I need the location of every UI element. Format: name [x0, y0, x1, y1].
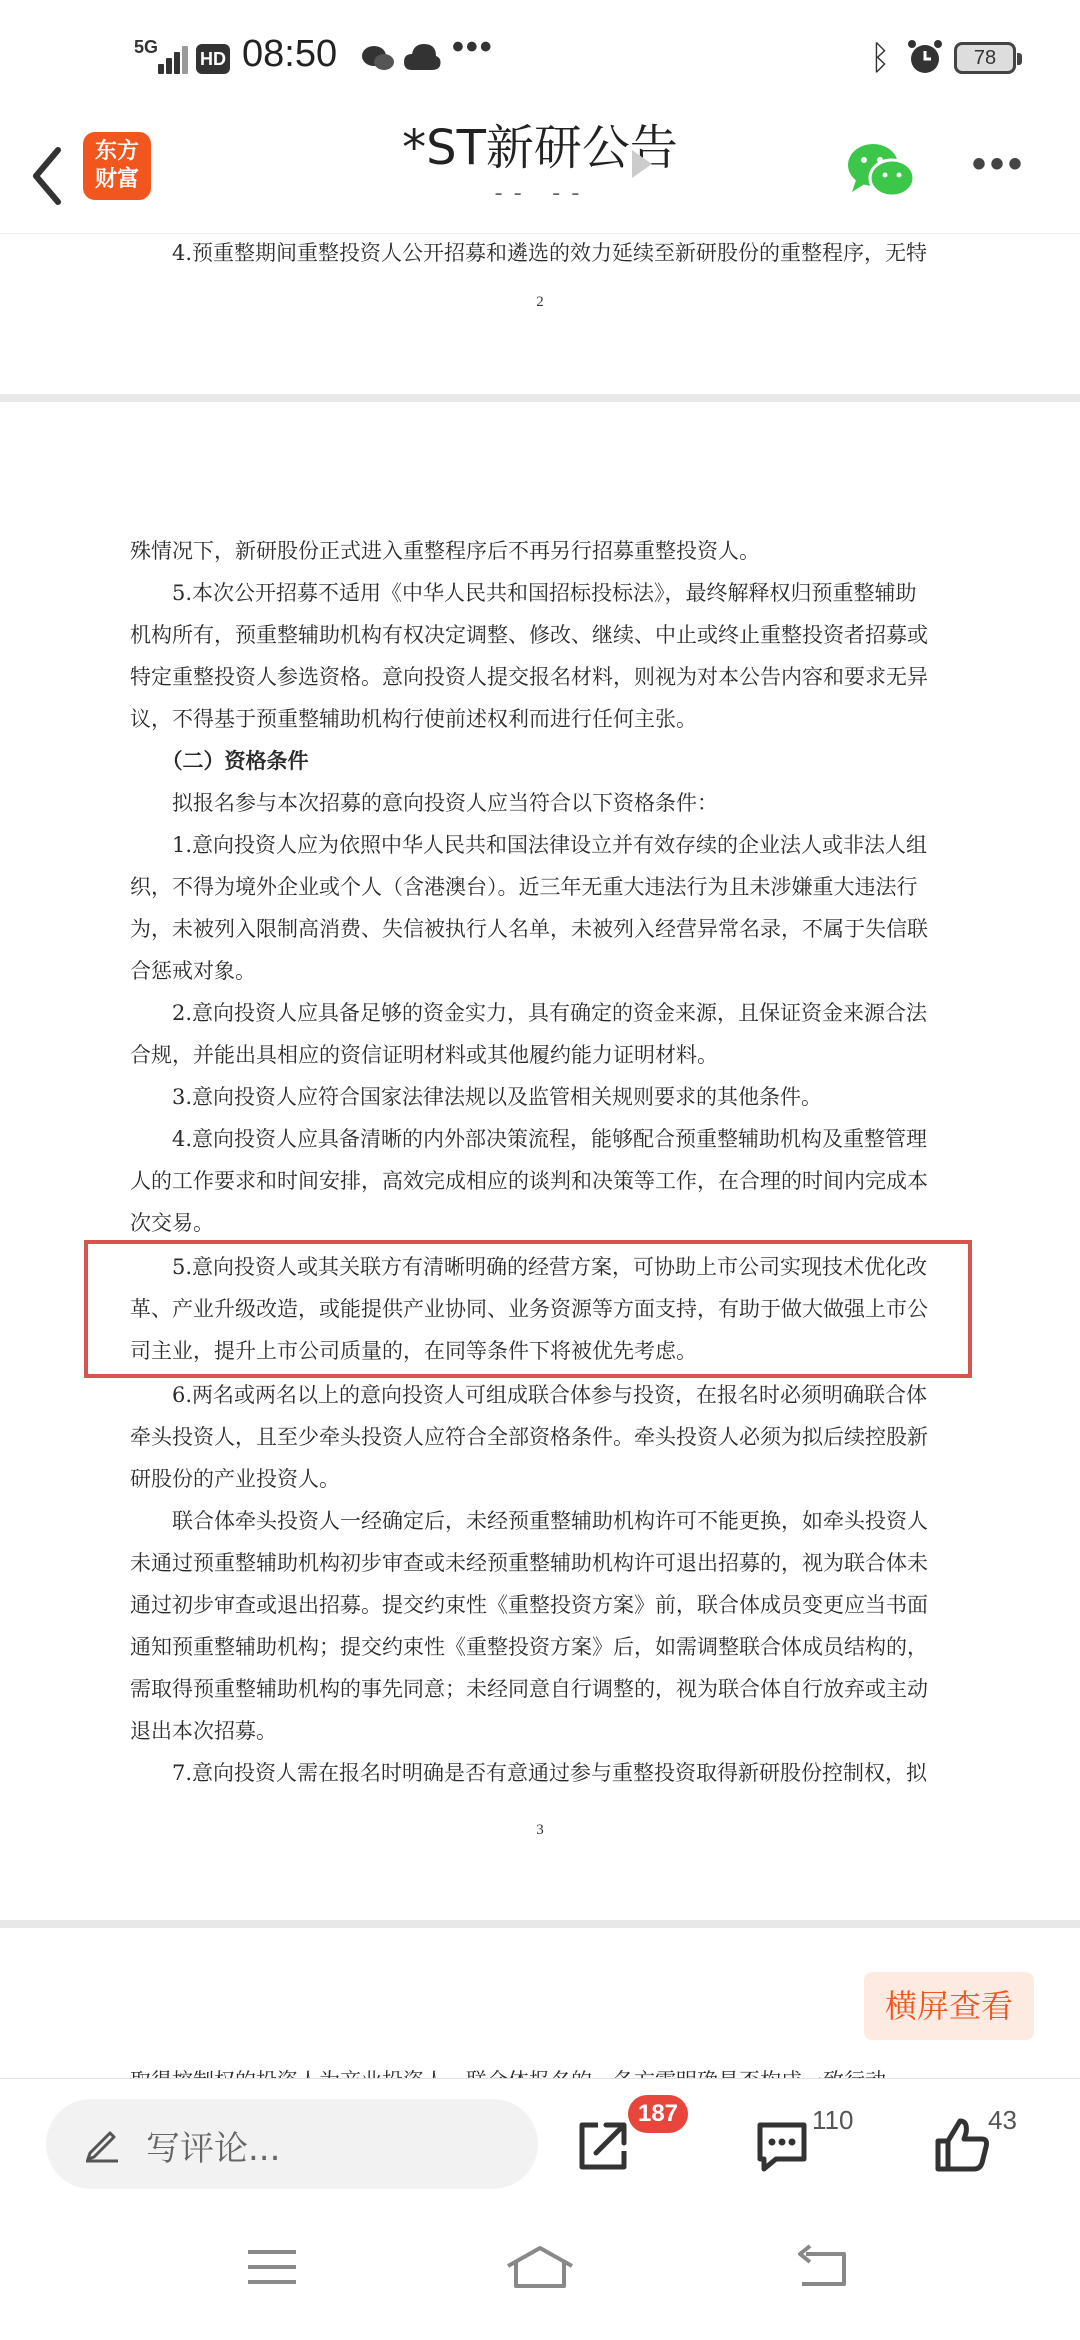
doc-line: 2.意向投资人应具备足够的资金实力，具有确定的资金来源，且保证资金来源合法: [130, 1001, 928, 1025]
page2-last-line: 4.预重整期间重整投资人公开招募和遴选的效力延续至新研股份的重整程序，无特: [172, 241, 928, 265]
doc-line: 议，不得基于预重整辅助机构行使前述权利而进行任何主张。: [130, 707, 697, 731]
network-type: 5G: [134, 37, 159, 57]
doc-line: 殊情况下，新研股份正式进入重整程序后不再另行招募重整投资人。: [130, 539, 760, 563]
doc-line: 通知预重整辅助机构；提交约束性《重整投资方案》后，如需调整联合体成员结构的，: [130, 1635, 928, 1659]
doc-line: 7.意向投资人需在报名时明确是否有意通过参与重整投资取得新研股份控制权，拟: [130, 1761, 928, 1785]
page-divider: [0, 1920, 1080, 1928]
signal-icon: [158, 40, 188, 74]
clock: 08:50: [242, 33, 338, 75]
more-status-icon: •••: [452, 28, 494, 66]
section-heading: （二）资格条件: [130, 748, 309, 773]
doc-line: 机构所有，预重整辅助机构有权决定调整、修改、继续、中止或终止重整投资者招募或: [130, 623, 928, 647]
logo-line2: 财富: [94, 167, 139, 192]
wechat-icon[interactable]: [846, 140, 916, 202]
system-nav-bar: [0, 2198, 1080, 2340]
doc-line: 研股份的产业投资人。: [130, 1467, 340, 1491]
app-header: [0, 118, 1080, 234]
alarm-icon: [906, 38, 944, 76]
like-count: 43: [988, 2105, 1017, 2135]
like-icon[interactable]: [932, 2115, 992, 2175]
doc-line: 需取得预重整辅助机构的事先同意；未经同意自行调整的，视为联合体自行放弃或主动: [130, 1677, 928, 1701]
doc-line: 织，不得为境外企业或个人（含港澳台）。近三年无重大违法行为且未涉嫌重大违法行: [130, 875, 918, 899]
bluetooth-icon: ᛒ: [870, 38, 891, 78]
doc-line: 5.本次公开招募不适用《中华人民共和国招标投标法》，最终解释权归预重整辅助: [130, 581, 917, 605]
doc-line: 合惩戒对象。: [130, 959, 256, 983]
doc-line: 特定重整投资人参选资格。意向投资人提交报名材料，则视为对本公告内容和要求无异: [130, 665, 928, 689]
comment-count: 110: [812, 2105, 854, 2135]
status-bar: [0, 0, 1080, 118]
highlight-box: [84, 1240, 972, 1378]
page-subtitle: -- --: [491, 182, 588, 207]
menu-icon[interactable]: [242, 2242, 302, 2292]
doc-line: 拟报名参与本次招募的意向投资人应当符合以下资格条件：: [130, 791, 718, 815]
doc-line: 1.意向投资人应为依照中华人民共和国法律设立并有效存续的企业法人或非法人组: [130, 833, 928, 857]
doc-line: 牵头投资人，且至少牵头投资人应符合全部资格条件。牵头投资人必须为拟后续控股新: [130, 1425, 928, 1449]
pen-icon: [82, 2123, 122, 2163]
doc-line: 次交易。: [130, 1211, 214, 1235]
doc-line: 通过初步审查或退出招募。提交约束性《重整投资方案》前，联合体成员变更应当书面: [130, 1593, 928, 1617]
doc-line: 4.意向投资人应具备清晰的内外部决策流程，能够配合预重整辅助机构及重整管理: [130, 1127, 928, 1151]
doc-line: 3.意向投资人应符合国家法律法规以及监管相关规则要求的其他条件。: [130, 1085, 823, 1109]
doc-line: 人的工作要求和时间安排，高效完成相应的谈判和决策等工作，在合理的时间内完成本: [130, 1169, 928, 1193]
highlighted-line: 革、产业升级改造，或能提供产业协同、业务资源等方面支持，有助于做大做强上市公: [130, 1297, 928, 1321]
bottom-toolbar: [0, 2078, 1080, 2198]
doc-line: 合规，并能出具相应的资信证明材料或其他履约能力证明材料。: [130, 1043, 718, 1067]
home-icon[interactable]: [504, 2242, 576, 2292]
doc-line: 退出本次招募。: [130, 1719, 277, 1743]
hd-badge: HD: [196, 44, 230, 74]
battery-indicator: 78: [954, 42, 1016, 74]
share-count-badge: 187: [628, 2095, 688, 2133]
wechat-status-icon: [360, 40, 396, 76]
comment-placeholder: 写评论...: [146, 2129, 281, 2169]
highlighted-line: 司主业，提升上市公司质量的，在同等条件下将被优先考虑。: [130, 1339, 697, 1363]
page-number: 2: [536, 294, 544, 310]
share-icon[interactable]: [572, 2115, 632, 2175]
page-divider: [0, 394, 1080, 402]
comment-icon[interactable]: [752, 2115, 812, 2175]
comment-input[interactable]: [46, 2099, 538, 2189]
doc-line: 为，未被列入限制高消费、失信被执行人名单，未被列入经营异常名录，不属于失信联: [130, 917, 928, 941]
doc-line: 未通过预重整辅助机构初步审查或未经预重整辅助机构许可退出招募的，视为联合体未: [130, 1551, 928, 1575]
logo-line1: 东方: [94, 139, 139, 164]
document-viewer[interactable]: [0, 234, 1080, 2078]
play-arrow-icon[interactable]: [632, 150, 652, 178]
page-number: 3: [536, 1822, 544, 1838]
doc-line: 6.两名或两名以上的意向投资人可组成联合体参与投资，在报名时必须明确联合体: [130, 1383, 928, 1407]
cloud-icon: [402, 40, 442, 74]
return-icon[interactable]: [792, 2242, 852, 2292]
page-title: *ST新研公告: [402, 120, 678, 176]
highlighted-line: 5.意向投资人或其关联方有清晰明确的经营方案，可协助上市公司实现技术优化改: [130, 1255, 928, 1279]
more-menu-icon[interactable]: •••: [972, 142, 1027, 186]
doc-line: 联合体牵头投资人一经确定后，未经预重整辅助机构许可不能更换，如牵头投资人: [130, 1509, 928, 1533]
landscape-view-button[interactable]: 横屏查看: [864, 1972, 1034, 2040]
